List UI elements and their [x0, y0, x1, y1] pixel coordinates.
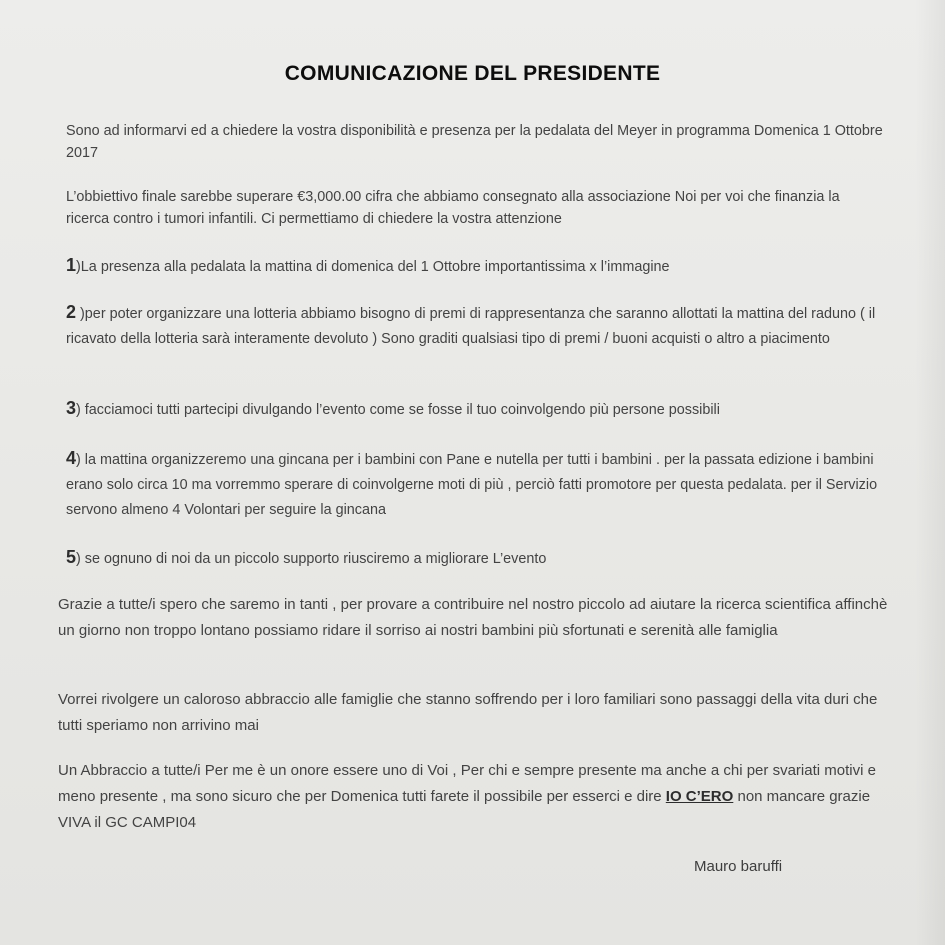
closing-paragraph — [58, 758, 898, 836]
list-item-text: ) facciamoci tutti partecipi divulgando l’evento come se fosse il tuo coinvolgendo più persone possibili — [76, 402, 720, 418]
closing-emphasis: IO C’ERO — [665, 788, 734, 805]
signature: Mauro baruffi — [694, 858, 783, 875]
list-item-number: 2 — [66, 302, 77, 322]
closing-text: Un Abbraccio a tutte/i Per me è un onore essere uno di Voi , Per chi e sempre presente ma anche a chi per svariati motivi e meno presente , ma sono sicuro che per Domenica tutti farete il possibile per esserci e dire — [58, 762, 876, 805]
list-item-number: 3 — [66, 398, 77, 418]
list-item-2 — [66, 300, 886, 352]
list-item-text: )La presenza alla pedalata la mattina di domenica del 1 Ottobre importantissima x l’immagine — [76, 259, 670, 275]
thanks-paragraph: Grazie a tutte/i spero che saremo in tanti , per provare a contribuire nel nostro piccolo ad aiutare la ricerca scientifica affinchè un giorno non troppo lontano possiamo ridare il sorriso ai nostri bambini più sfortunati e serenità alle famiglia — [58, 596, 888, 639]
list-item-number: 1 — [66, 255, 77, 275]
list-item-number: 5 — [66, 547, 77, 567]
intro-paragraph: Sono ad informarvi ed a chiedere la vostra disponibilità e presenza per la pedalata del Meyer in programma Domenica 1 Ottobre 2017 — [66, 123, 883, 161]
list-item-text: ) se ognuno di noi da un piccolo supporto riusciremo a migliorare L’evento — [76, 551, 547, 567]
goal-paragraph: L’obbiettivo finale sarebbe superare €3,000.00 cifra che abbiamo consegnato alla associazione Noi per voi che finanzia la ricerca contro i tumori infantili. Ci permettiamo di chiedere la vostra attenzione — [66, 189, 840, 227]
list-item-3 — [66, 397, 886, 421]
list-item-4 — [66, 446, 886, 523]
list-item-text: )per poter organizzare una lotteria abbiamo bisogno di premi di rappresentanza che saranno allottati la mattina del raduno ( il ricavato della lotteria sarà interamente devoluto ) Sono graditi qualsiasi tipo di premi / buoni acquisti o altro a piacimento — [66, 306, 876, 347]
list-item-number: 4 — [66, 448, 77, 468]
list-item-text: ) la mattina organizzeremo una gincana per i bambini con Pane e nutella per tutti i bambini . per la passata edizione i bambini erano solo circa 10 ma vorremmo sperare di coinvolgerne moti di più , perciò fatti promotore per questa pedalata. per il Servizio servono almeno 4 Volontari per seguire la gincana — [66, 452, 878, 518]
document-title: COMUNICAZIONE DEL PRESIDENTE — [284, 62, 661, 85]
closing-text-end: non mancare grazie VIVA il GC CAMPI04 — [58, 788, 871, 831]
list-item-1 — [66, 254, 886, 278]
embrace-paragraph: Vorrei rivolgere un caloroso abbraccio alle famiglie che stanno soffrendo per i loro familiari sono passaggi della vita duri che tutti speriamo non arrivino mai — [58, 691, 878, 734]
list-item-5 — [66, 546, 886, 570]
